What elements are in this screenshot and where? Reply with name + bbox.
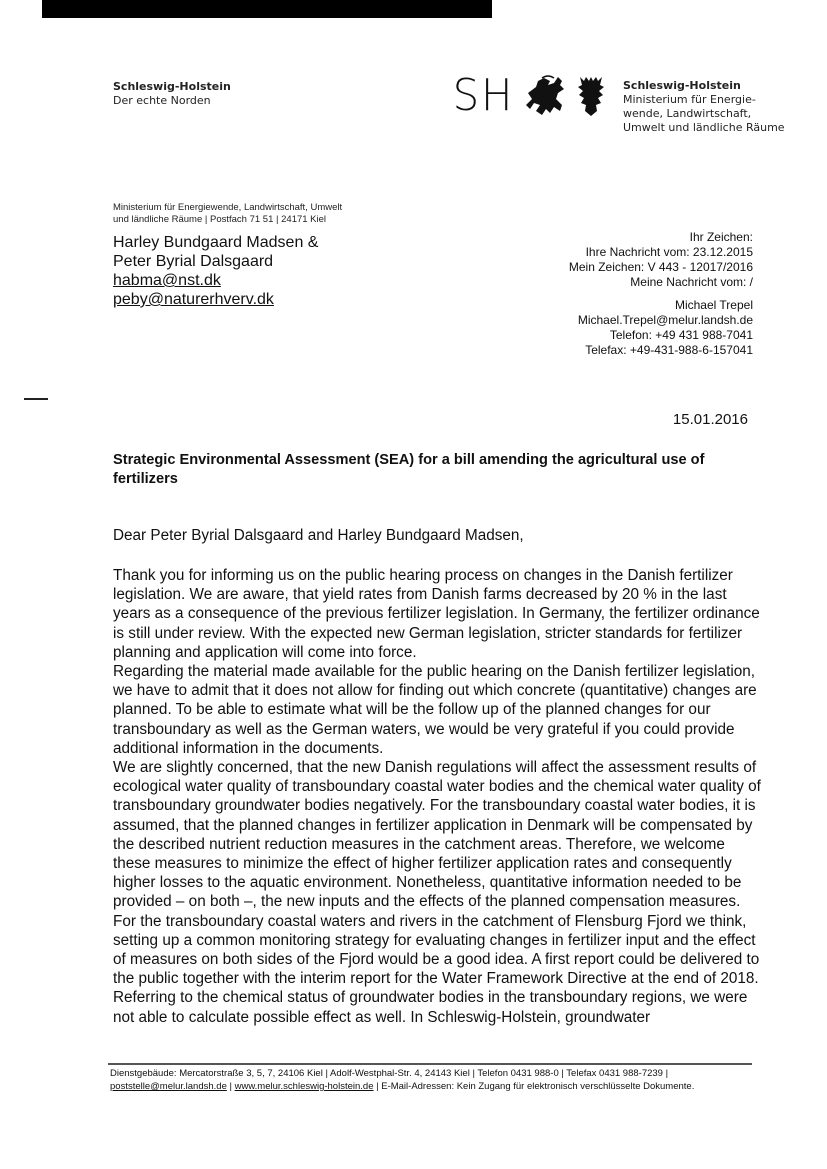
- body-paragraph: Referring to the chemical status of groundwater bodies in the transboundary regions, we were not able to calculate possible effect as well. In Schleswig-Holstein, groundwater: [113, 989, 748, 1026]
- recipient-email-link[interactable]: habma@nst.dk: [113, 272, 221, 289]
- recipient-block: [113, 233, 318, 309]
- footer-divider: [108, 1063, 752, 1065]
- body-paragraph: Thank you for informing us on the public hearing process on changes in the Danish fertilizer legislation. We are aware, that yield rates from Danish farms decreased by 20 % in the last years as a consequence of the previous fertilizer legislation. In Germany, the fertilizer ordinance is still under review. With the expected new German legislation, stricter standards for fertilizer planning and application will come into force.: [113, 567, 760, 661]
- footer-note: | E-Mail-Adressen: Kein Zugang für elektronisch verschlüsselte Dokumente.: [373, 1081, 695, 1092]
- letter-subject: Strategic Environmental Assessment (SEA) for a bill amending the agricultural use of fertilizers: [113, 452, 705, 487]
- redaction-bar: [42, 0, 492, 18]
- brand-title: Schleswig-Holstein: [113, 80, 231, 93]
- recipient-name: Harley Bundgaard Madsen &: [113, 234, 319, 251]
- ministry-line: Ministerium für Energie-: [623, 93, 756, 106]
- salutation: Dear Peter Byrial Dalsgaard and Harley Bundgaard Madsen,: [113, 527, 524, 544]
- mein-zeichen: Mein Zeichen: V 443 - 12017/2016: [568, 260, 753, 274]
- return-address: [113, 202, 342, 226]
- sh-logo: [451, 70, 604, 121]
- footer-separator: |: [226, 1081, 235, 1092]
- footer-email-link[interactable]: poststelle@melur.landsh.de: [110, 1081, 227, 1092]
- contact-fax: Telefax: +49-431-988-6-157041: [585, 343, 753, 357]
- lion-crest-icon: [524, 75, 570, 117]
- body-paragraph: We are slightly concerned, that the new Danish regulations will affect the assessment results of ecological water quality of transboundary coastal water bodies and the chemical water quality of transboundary groundwater bodies negatively. For the transboundary coastal water bodies, it is assumed, that the planned changes in fertilizer application in Denmark will be compensated by the described nutrient reduction measures in the catchment areas. Therefore, we welcome these measures to minimize the effect of higher fertilizer application rates and consequently higher losses to the aquatic environment. Nonetheless, quantitative information needed to be provided – on both –, the new inputs and the effects of the planned compensation measures. For the transboundary coastal waters and rivers in the catchment of Flensburg Fjord we think, setting up a common monitoring strategy for evaluating changes in fertilizer input and the effect of measures on both sides of the Fjord would be a good idea. A first report could be delivered to the public together with the interim report for the Water Framework Directive at the end of 2018.: [113, 759, 761, 988]
- meine-nachricht: Meine Nachricht vom: /: [630, 275, 753, 289]
- ministry-line: wende, Landwirtschaft,: [623, 107, 752, 120]
- contact-phone: Telefon: +49 431 988-7041: [609, 328, 753, 342]
- ministry-title: Schleswig-Holstein: [623, 79, 741, 92]
- recipient-email-link[interactable]: peby@naturerhverv.dk: [113, 291, 274, 308]
- return-address-line: Ministerium für Energiewende, Landwirtschaft, Umwelt: [113, 202, 343, 213]
- letter-body: [113, 566, 763, 1027]
- recipient-name: Peter Byrial Dalsgaard: [113, 253, 274, 270]
- contact-name: Michael Trepel: [674, 298, 753, 312]
- footer-address: Dienstgebäude: Mercatorstraße 3, 5, 7, 24106 Kiel | Adolf-Westphal-Str. 4, 24143 Kiel | Telefon 0431 988-0 | Telefax 0431 988-7239 |: [110, 1068, 669, 1079]
- letter-date: 15.01.2016: [672, 411, 748, 428]
- fold-mark: [24, 398, 48, 400]
- contact-email: Michael.Trepel@melur.landsh.de: [577, 313, 753, 327]
- brand-tagline: Der echte Norden: [113, 94, 211, 107]
- footer-links: [110, 1080, 760, 1093]
- ministry-line: Umwelt und ländliche Räume: [623, 121, 785, 134]
- brand-left: [113, 80, 231, 108]
- return-address-line: und ländliche Räume | Postfach 71 51 | 24171 Kiel: [113, 214, 327, 225]
- ministry-block: [623, 79, 785, 135]
- footer: [110, 1067, 760, 1093]
- contact-block: [578, 298, 753, 358]
- nettle-leaf-crest-icon: [578, 75, 604, 117]
- body-paragraph: Regarding the material made available for the public hearing on the Danish fertilizer legislation, we have to admit that it does not allow for finding out which concrete (quantitative) changes are planned. To be able to estimate what will be the follow up of the planned changes for our transboundary as well as the German waters, we would be very grateful if you could provide additional information in the documents.: [113, 663, 757, 757]
- ihre-nachricht: Ihre Nachricht vom: 23.12.2015: [585, 245, 753, 259]
- footer-website-link[interactable]: www.melur.schleswig-holstein.de: [234, 1081, 374, 1092]
- ihr-zeichen: Ihr Zeichen:: [689, 230, 753, 244]
- reference-block: [569, 230, 753, 290]
- logo-text: SH: [452, 70, 515, 121]
